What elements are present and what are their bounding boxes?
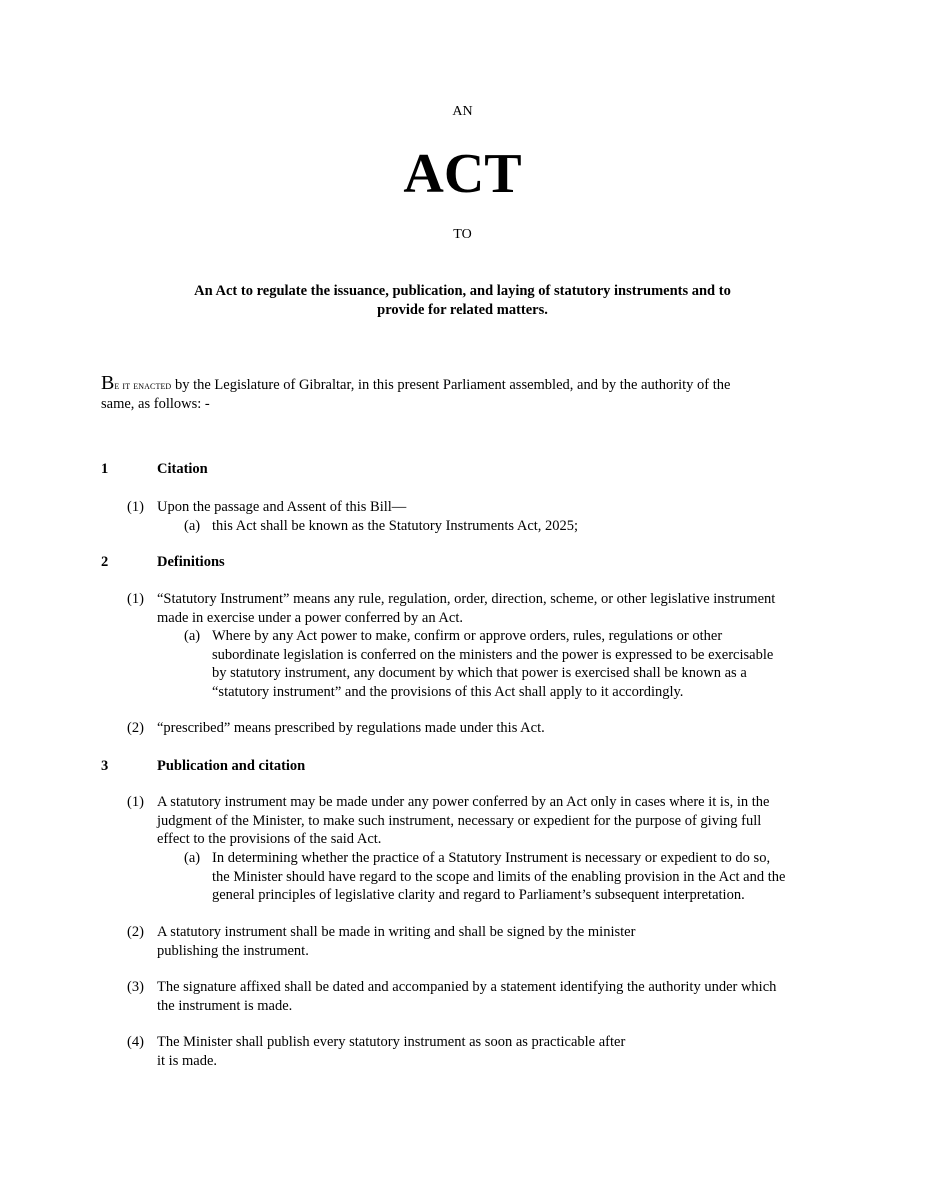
section-1-title: Citation	[157, 461, 208, 477]
long-title	[0, 282, 925, 319]
section-1-subsection-1-number: (1)	[127, 499, 144, 515]
section-1-subsection-1-text: Upon the passage and Assent of this Bill—	[157, 499, 407, 515]
section-2-subsection-1-number: (1)	[127, 591, 144, 607]
section-3-number: 3	[101, 758, 109, 774]
section-2-subsection-1-text	[157, 590, 837, 627]
text-line: general principles of legislative clarity and regard to Parliament’s subsequent interpretation.	[212, 887, 745, 903]
text-line: judgment of the Minister, to make such instrument, necessary or expedient for the purpose of giving full	[157, 812, 762, 829]
text-line: publishing the instrument.	[157, 942, 309, 959]
text-line: A statutory instrument shall be made in writing and shall be signed by the minister	[157, 924, 636, 940]
text-line: In determining whether the practice of a Statutory Instrument is necessary or expedient to do so,	[212, 850, 771, 866]
text-line: subordinate legislation is conferred on the ministers and the power is expressed to be exercisable	[212, 646, 774, 663]
section-1-paragraph-a-number: (a)	[184, 518, 201, 534]
text-line: The signature affixed shall be dated and accompanied by a statement identifying the authority under which	[157, 979, 777, 995]
section-2-subsection-2-number: (2)	[127, 720, 144, 736]
section-3-subsection-3-text	[157, 978, 837, 1015]
section-3-subsection-4-text	[157, 1033, 837, 1070]
enacting-line-1	[101, 374, 821, 395]
section-3-subsection-1-text	[157, 793, 837, 849]
text-line: it is made.	[157, 1052, 218, 1069]
text-line: The Minister shall publish every statutory instrument as soon as practicable after	[157, 1034, 626, 1050]
text-line: effect to the provisions of the said Act.	[157, 831, 382, 847]
enacting-drop-letter: B	[101, 372, 115, 394]
long-title-line-2: provide for related matters.	[377, 301, 548, 318]
section-3-subsection-4-number: (4)	[127, 1034, 144, 1050]
section-2-number: 2	[101, 554, 109, 570]
text-line: the Minister should have regard to the scope and limits of the enabling provision in the Act and the	[212, 868, 786, 885]
title-to: TO	[453, 227, 472, 242]
enacting-text: by the Legislature of Gibraltar, in this present Parliament assembled, and by the authority of the	[171, 377, 731, 393]
section-3-title: Publication and citation	[157, 758, 306, 774]
text-line: by statutory instrument, any document by which that power is exercised shall be known as a	[212, 665, 747, 681]
long-title-line-1: An Act to regulate the issuance, publication, and laying of statutory instruments and to	[194, 283, 731, 299]
section-1-paragraph-a-text: this Act shall be known as the Statutory Instruments Act, 2025;	[212, 518, 579, 534]
text-line: A statutory instrument may be made under any power conferred by an Act only in cases where it is, in the	[157, 794, 770, 810]
section-3-subsection-2-number: (2)	[127, 924, 144, 940]
section-2-title: Definitions	[157, 554, 225, 570]
title-act: ACT	[403, 143, 522, 205]
section-1-number: 1	[101, 461, 109, 477]
text-line: “statutory instrument” and the provisions of this Act shall apply to it accordingly.	[212, 683, 684, 700]
section-3-paragraph-a-text	[212, 849, 832, 905]
section-2-paragraph-a-text	[212, 627, 832, 701]
text-line: Where by any Act power to make, confirm or approve orders, rules, regulations or other	[212, 628, 723, 644]
enacting-formula	[101, 374, 821, 414]
title-an: AN	[452, 104, 473, 119]
enacting-line-2: same, as follows: -	[101, 396, 210, 412]
text-line: the instrument is made.	[157, 997, 293, 1014]
section-2-subsection-2-text: “prescribed” means prescribed by regulations made under this Act.	[157, 720, 545, 736]
section-3-paragraph-a-number: (a)	[184, 850, 201, 866]
section-3-subsection-2-text	[157, 923, 837, 960]
section-2-paragraph-a-number: (a)	[184, 628, 201, 644]
section-3-subsection-1-number: (1)	[127, 794, 144, 810]
text-line: made in exercise under a power conferred by an Act.	[157, 609, 463, 626]
section-3-subsection-3-number: (3)	[127, 979, 144, 995]
text-line: “Statutory Instrument” means any rule, regulation, order, direction, scheme, or other legislative instrument	[157, 591, 776, 607]
enacting-small-caps: e it enacted	[114, 378, 172, 392]
